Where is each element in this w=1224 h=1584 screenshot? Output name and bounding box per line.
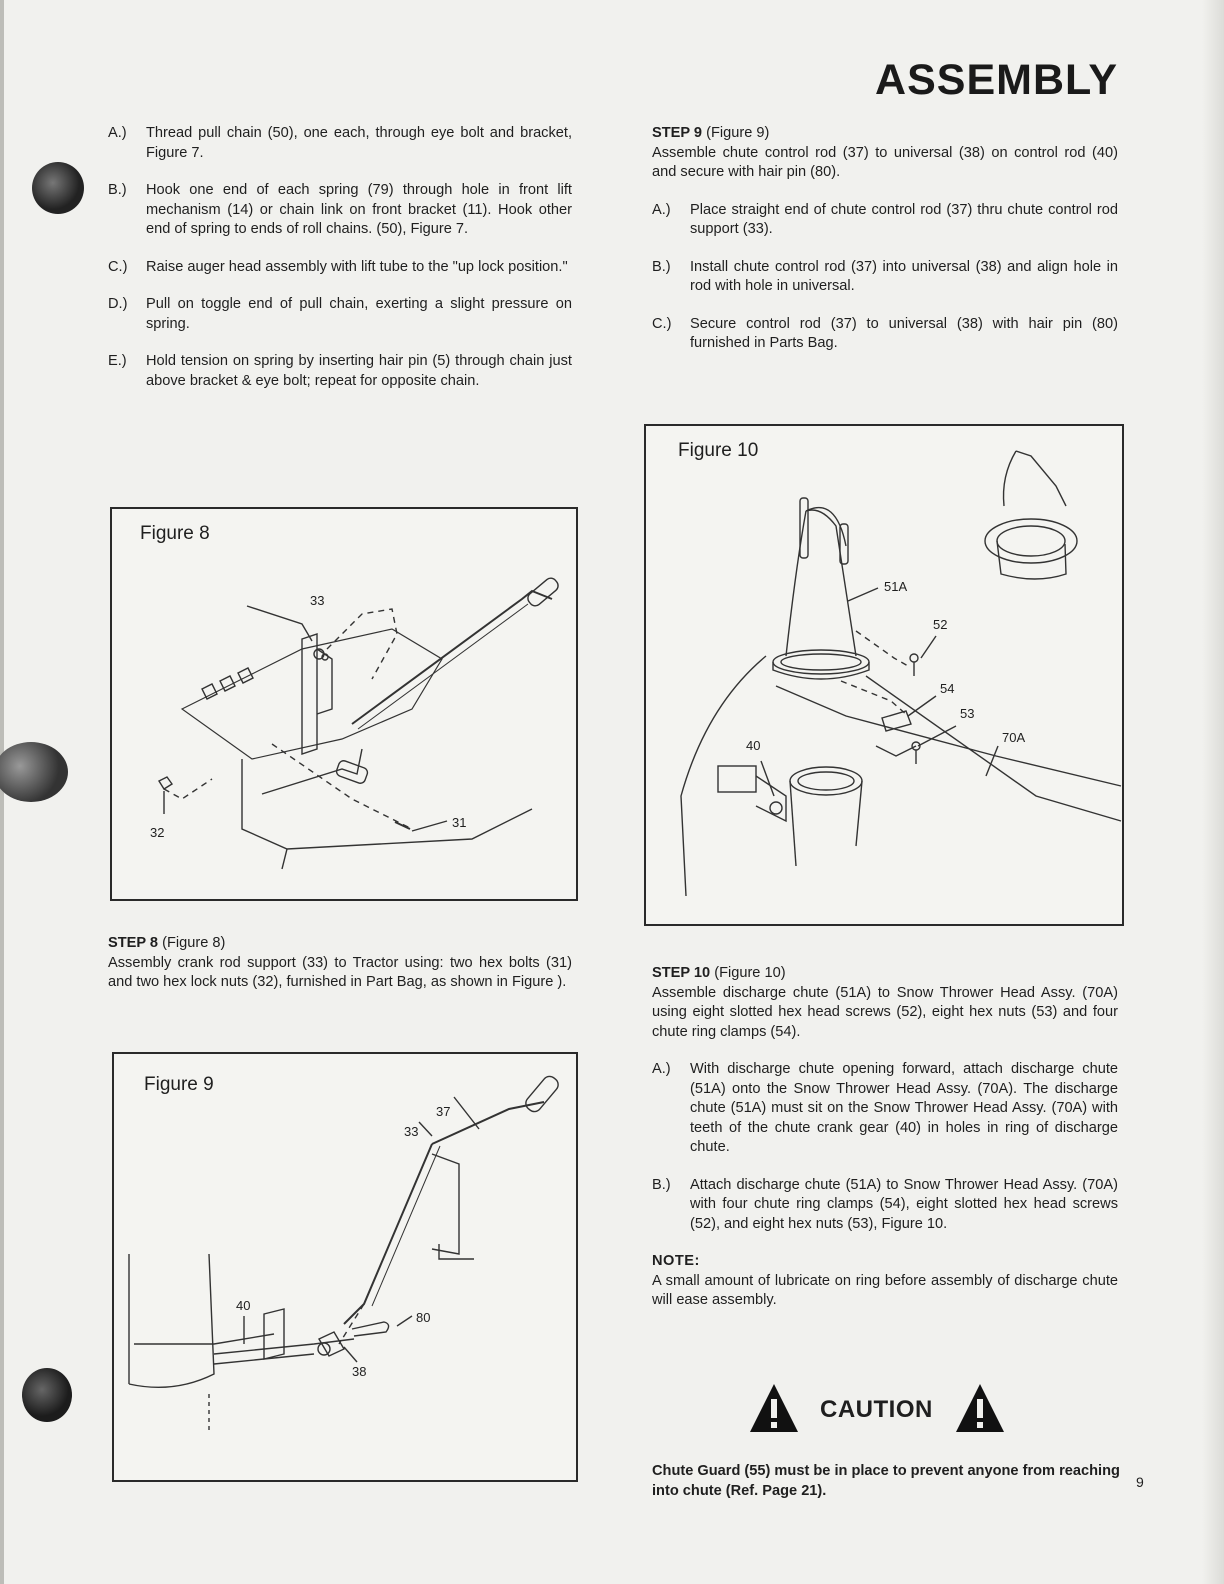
callout-32: 32: [150, 825, 165, 840]
list-item: [652, 258, 1118, 297]
binder-hole-top: [32, 162, 84, 214]
figure-9: [112, 1052, 578, 1482]
item-text: With discharge chute opening forward, attach discharge chute (51A) onto the Snow Thrower Head Assy. (70A). The discharge chute (51A) must sit on the Snow Thrower Head Assy. (70A) with teeth of the chute crank gear (40) in holes in ring of discharge chute.: [690, 1061, 1118, 1155]
callout-33: 33: [404, 1124, 419, 1139]
callout-38: 38: [352, 1364, 367, 1379]
figure-title: Figure 10: [678, 440, 759, 461]
caution-banner: [748, 1382, 1008, 1434]
item-text: Hook one end of each spring (79) through hole in front lift mechanism (14) or chain link on front bracket (11). Hook other end of spring to ends of roll chains. (50), Figure 7.: [146, 182, 572, 237]
step-figure-ref: (Figure 10): [714, 965, 786, 981]
item-text: Place straight end of chute control rod (37) thru chute control rod support (33).: [690, 201, 1118, 237]
callout-33: 33: [310, 593, 325, 608]
figure-title: Figure 8: [140, 523, 210, 544]
item-label: E.): [108, 353, 127, 369]
callout-40: 40: [746, 738, 761, 753]
step-label: STEP 9: [652, 125, 703, 141]
item-text: Secure control rod (37) to universal (38) with hair pin (80) furnished in Parts Bag.: [690, 315, 1118, 351]
list-item: [108, 352, 572, 391]
step-figure-ref: (Figure 8): [162, 935, 226, 951]
list-item: [652, 315, 1118, 354]
list-item: [108, 124, 572, 163]
list-item: [652, 1176, 1118, 1235]
figure-10: [644, 424, 1124, 926]
figure-8-drawing: [112, 509, 576, 899]
step-9-text: Assemble chute control rod (37) to universal (38) on control rod (40) and secure with hair pin (80).: [652, 144, 1118, 180]
item-text: Raise auger head assembly with lift tube to the "up lock position.": [146, 258, 568, 275]
callout-52: 52: [933, 617, 948, 632]
step-8-heading: [108, 934, 572, 954]
step-9: [652, 124, 1118, 372]
binder-hole-bottom: [22, 1368, 72, 1422]
item-label: C.): [108, 258, 128, 275]
list-item: [108, 258, 572, 278]
item-label: A.): [108, 125, 127, 141]
item-text: Thread pull chain (50), one each, through eye bolt and bracket, Figure 7.: [146, 125, 572, 161]
item-label: D.): [108, 296, 128, 312]
caution-text: Chute Guard (55) must be in place to prevent anyone from reaching into chute (Ref. Page 21).: [652, 1463, 1120, 1499]
step-figure-ref: (Figure 9): [706, 125, 770, 141]
callout-40: 40: [236, 1298, 251, 1313]
step-9-heading: [652, 124, 1118, 144]
callout-51A: 51A: [884, 579, 908, 594]
step-label: STEP 10: [652, 965, 711, 981]
step-label: STEP 8: [108, 935, 159, 951]
step-10-text: Assemble discharge chute (51A) to Snow Thrower Head Assy. (70A) using eight slotted hex head screws (52), eight hex nuts (53) and four chute ring clamps (54).: [652, 984, 1118, 1040]
step-8-text: Assembly crank rod support (33) to Tractor using: two hex bolts (31) and two hex lock nuts (32), furnished in Part Bag, as shown in Figure ).: [108, 954, 572, 990]
item-label: B.): [652, 258, 671, 275]
step-8: [108, 934, 572, 993]
item-text: Pull on toggle end of pull chain, exerting a slight pressure on spring.: [146, 296, 572, 332]
item-label: A.): [652, 201, 671, 218]
list-item: [652, 201, 1118, 240]
warning-triangle-icon: [954, 1382, 1006, 1434]
step-10-heading: [652, 964, 1118, 984]
figure-title: Figure 9: [144, 1074, 214, 1095]
item-label: C.): [652, 315, 672, 332]
figure-9-drawing: [114, 1054, 576, 1480]
page-number: 9: [1136, 1474, 1144, 1490]
item-label: B.): [652, 1176, 671, 1193]
item-label: A.): [652, 1061, 671, 1077]
callout-31: 31: [452, 815, 467, 830]
page-right-shadow: [1202, 0, 1224, 1584]
page-title: ASSEMBLY: [875, 56, 1118, 104]
figure-8: [110, 507, 578, 901]
step-10: [652, 964, 1118, 1311]
note-heading: NOTE:: [652, 1253, 700, 1269]
note-text: A small amount of lubricate on ring before assembly of discharge chute will ease assembly.: [652, 1272, 1118, 1308]
list-item: [652, 1060, 1118, 1158]
list-item: [108, 295, 572, 334]
caution-word: CAUTION: [820, 1396, 933, 1423]
list-item: [108, 181, 572, 240]
item-text: Hold tension on spring by inserting hair pin (5) through chain just above bracket & eye bolt; repeat for opposite chain.: [146, 353, 572, 389]
left-instructions: [108, 124, 572, 409]
item-text: Install chute control rod (37) into universal (38) and align hole in rod with hole in universal.: [690, 258, 1118, 294]
figure-10-drawing: [646, 426, 1122, 924]
callout-53: 53: [960, 706, 975, 721]
item-text: Attach discharge chute (51A) to Snow Thrower Head Assy. (70A) with four chute ring clamps (54), eight slotted hex head screws (52), and eight hex nuts (53), Figure 10.: [690, 1176, 1118, 1232]
warning-triangle-icon: [748, 1382, 800, 1434]
callout-70A: 70A: [1002, 730, 1026, 745]
callout-54: 54: [940, 681, 955, 696]
item-label: B.): [108, 182, 127, 198]
callout-80: 80: [416, 1310, 431, 1325]
callout-37: 37: [436, 1104, 451, 1119]
binder-hole-middle: [0, 742, 68, 802]
